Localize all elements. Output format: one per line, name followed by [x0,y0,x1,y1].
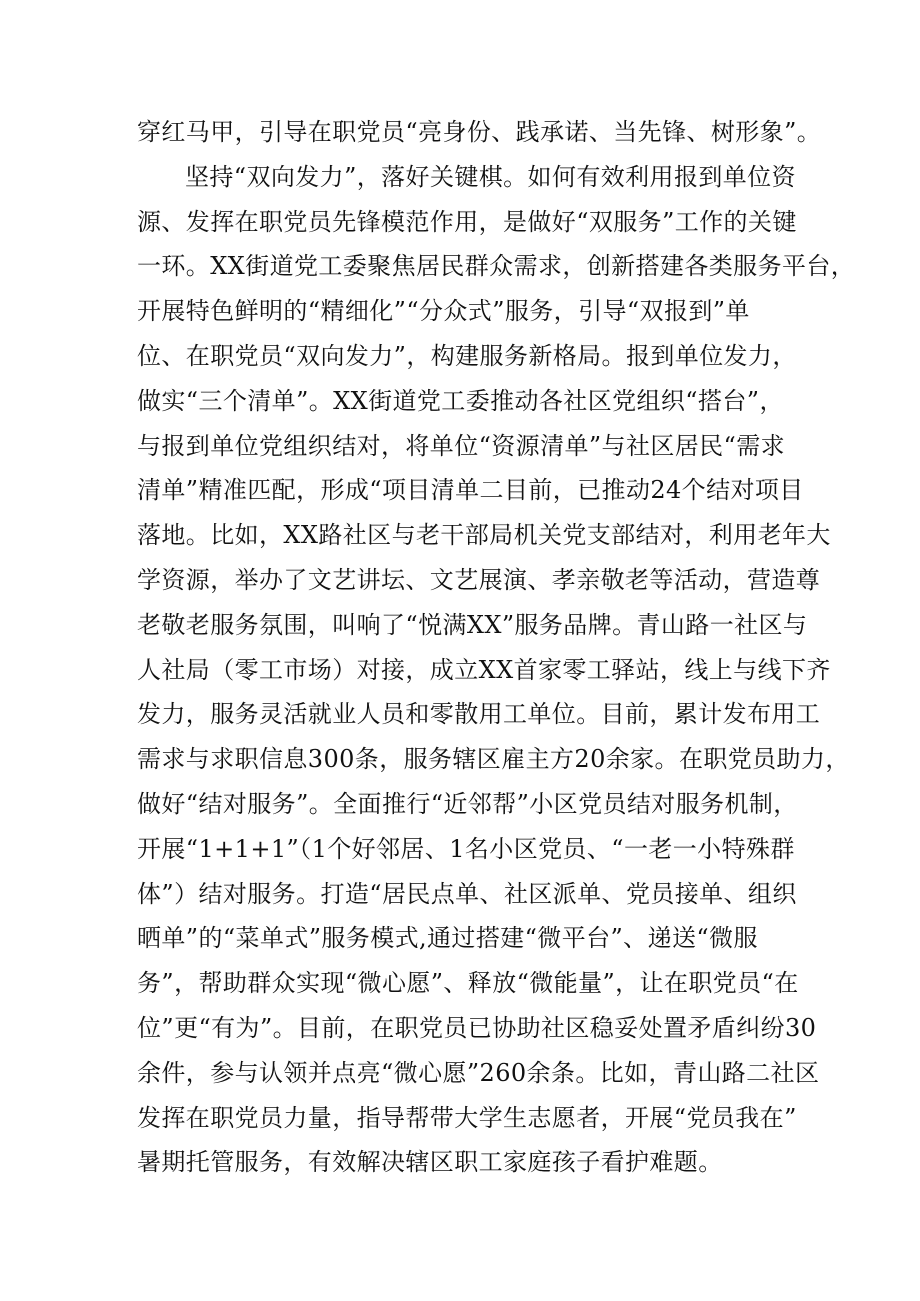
text-line: 做好“结对服务”。全面推行“近邻帮”小区党员结对服务机制， [137,789,798,818]
text-line: 穿红马甲，引导在职党员“亮身份、践承诺、当先锋、树形象”。 [137,118,822,146]
text-line: 开展“1+1+1”（1个好邻居、1名小区党员、“一老一小特殊群 [137,834,795,863]
body-text [137,110,856,1185]
text-line: 人社局（零工市场）对接，成立XX首家零工驿站，线上与线下齐 [137,655,831,684]
text-line: 位”更“有为”。目前，在职党员已协助社区稳妥处置矛盾纠纷30 [137,1013,817,1042]
text-line: 与报到单位党组织结对，将单位“资源清单”与社区居民“需求 [137,431,786,460]
text-line: 开展特色鲜明的“精细化”“分众式”服务，引导“双报到”单 [137,297,750,326]
text-line: 位、在职党员“双向发力”，构建服务新格局。报到单位发力， [137,341,797,370]
text-line: 老敬老服务氛围，叫响了“悦满XX”服务品牌。青山路一社区与 [137,610,808,639]
text-line: 清单”精准匹配，形成“项目清单二目前，已推动24个结对项目 [137,476,804,505]
paragraph-start-line: 坚持“双向发力”，落好关键棋。如何有效利用报到单位资 [185,162,796,191]
text-line: 余件，参与认领并点亮“微心愿”260余条。比如，青山路二社区 [137,1058,820,1087]
text-line: 发挥在职党员力量，指导帮带大学生志愿者，开展“党员我在” [137,1103,797,1132]
text-line: 晒单”的“菜单式”服务模式,通过搭建“微平台”、递送“微服 [137,924,758,953]
text-line: 源、发挥在职党员先锋模范作用，是做好“双服务”工作的关键 [137,207,797,236]
text-line: 学资源，举办了文艺讲坛、文艺展演、孝亲敬老等活动，营造尊 [137,565,821,594]
text-line: 务”，帮助群众实现“微心愿”、释放“微能量”，让在职党员“在 [137,969,799,998]
text-line: 暑期托管服务，有效解决辖区职工家庭孩子看护难题。 [137,1148,723,1177]
text-line: 一环。XX街道党工委聚焦居民群众需求，创新搭建各类服务平台， [137,252,856,281]
text-line: 落地。比如，XX路社区与老干部局机关党支部结对，利用老年大 [137,521,831,550]
text-line: 体”）结对服务。打造“居民点单、社区派单、党员接单、组织 [137,879,797,908]
text-line: 需求与求职信息300条，服务辖区雇主方20余家。在职党员助力， [137,745,850,774]
text-line: 发力，服务灵活就业人员和零散用工单位。目前，累计发布用工 [137,700,821,729]
text-line: 做实“三个清单”。XX街道党工委推动各社区党组织“搭台”， [137,386,784,415]
